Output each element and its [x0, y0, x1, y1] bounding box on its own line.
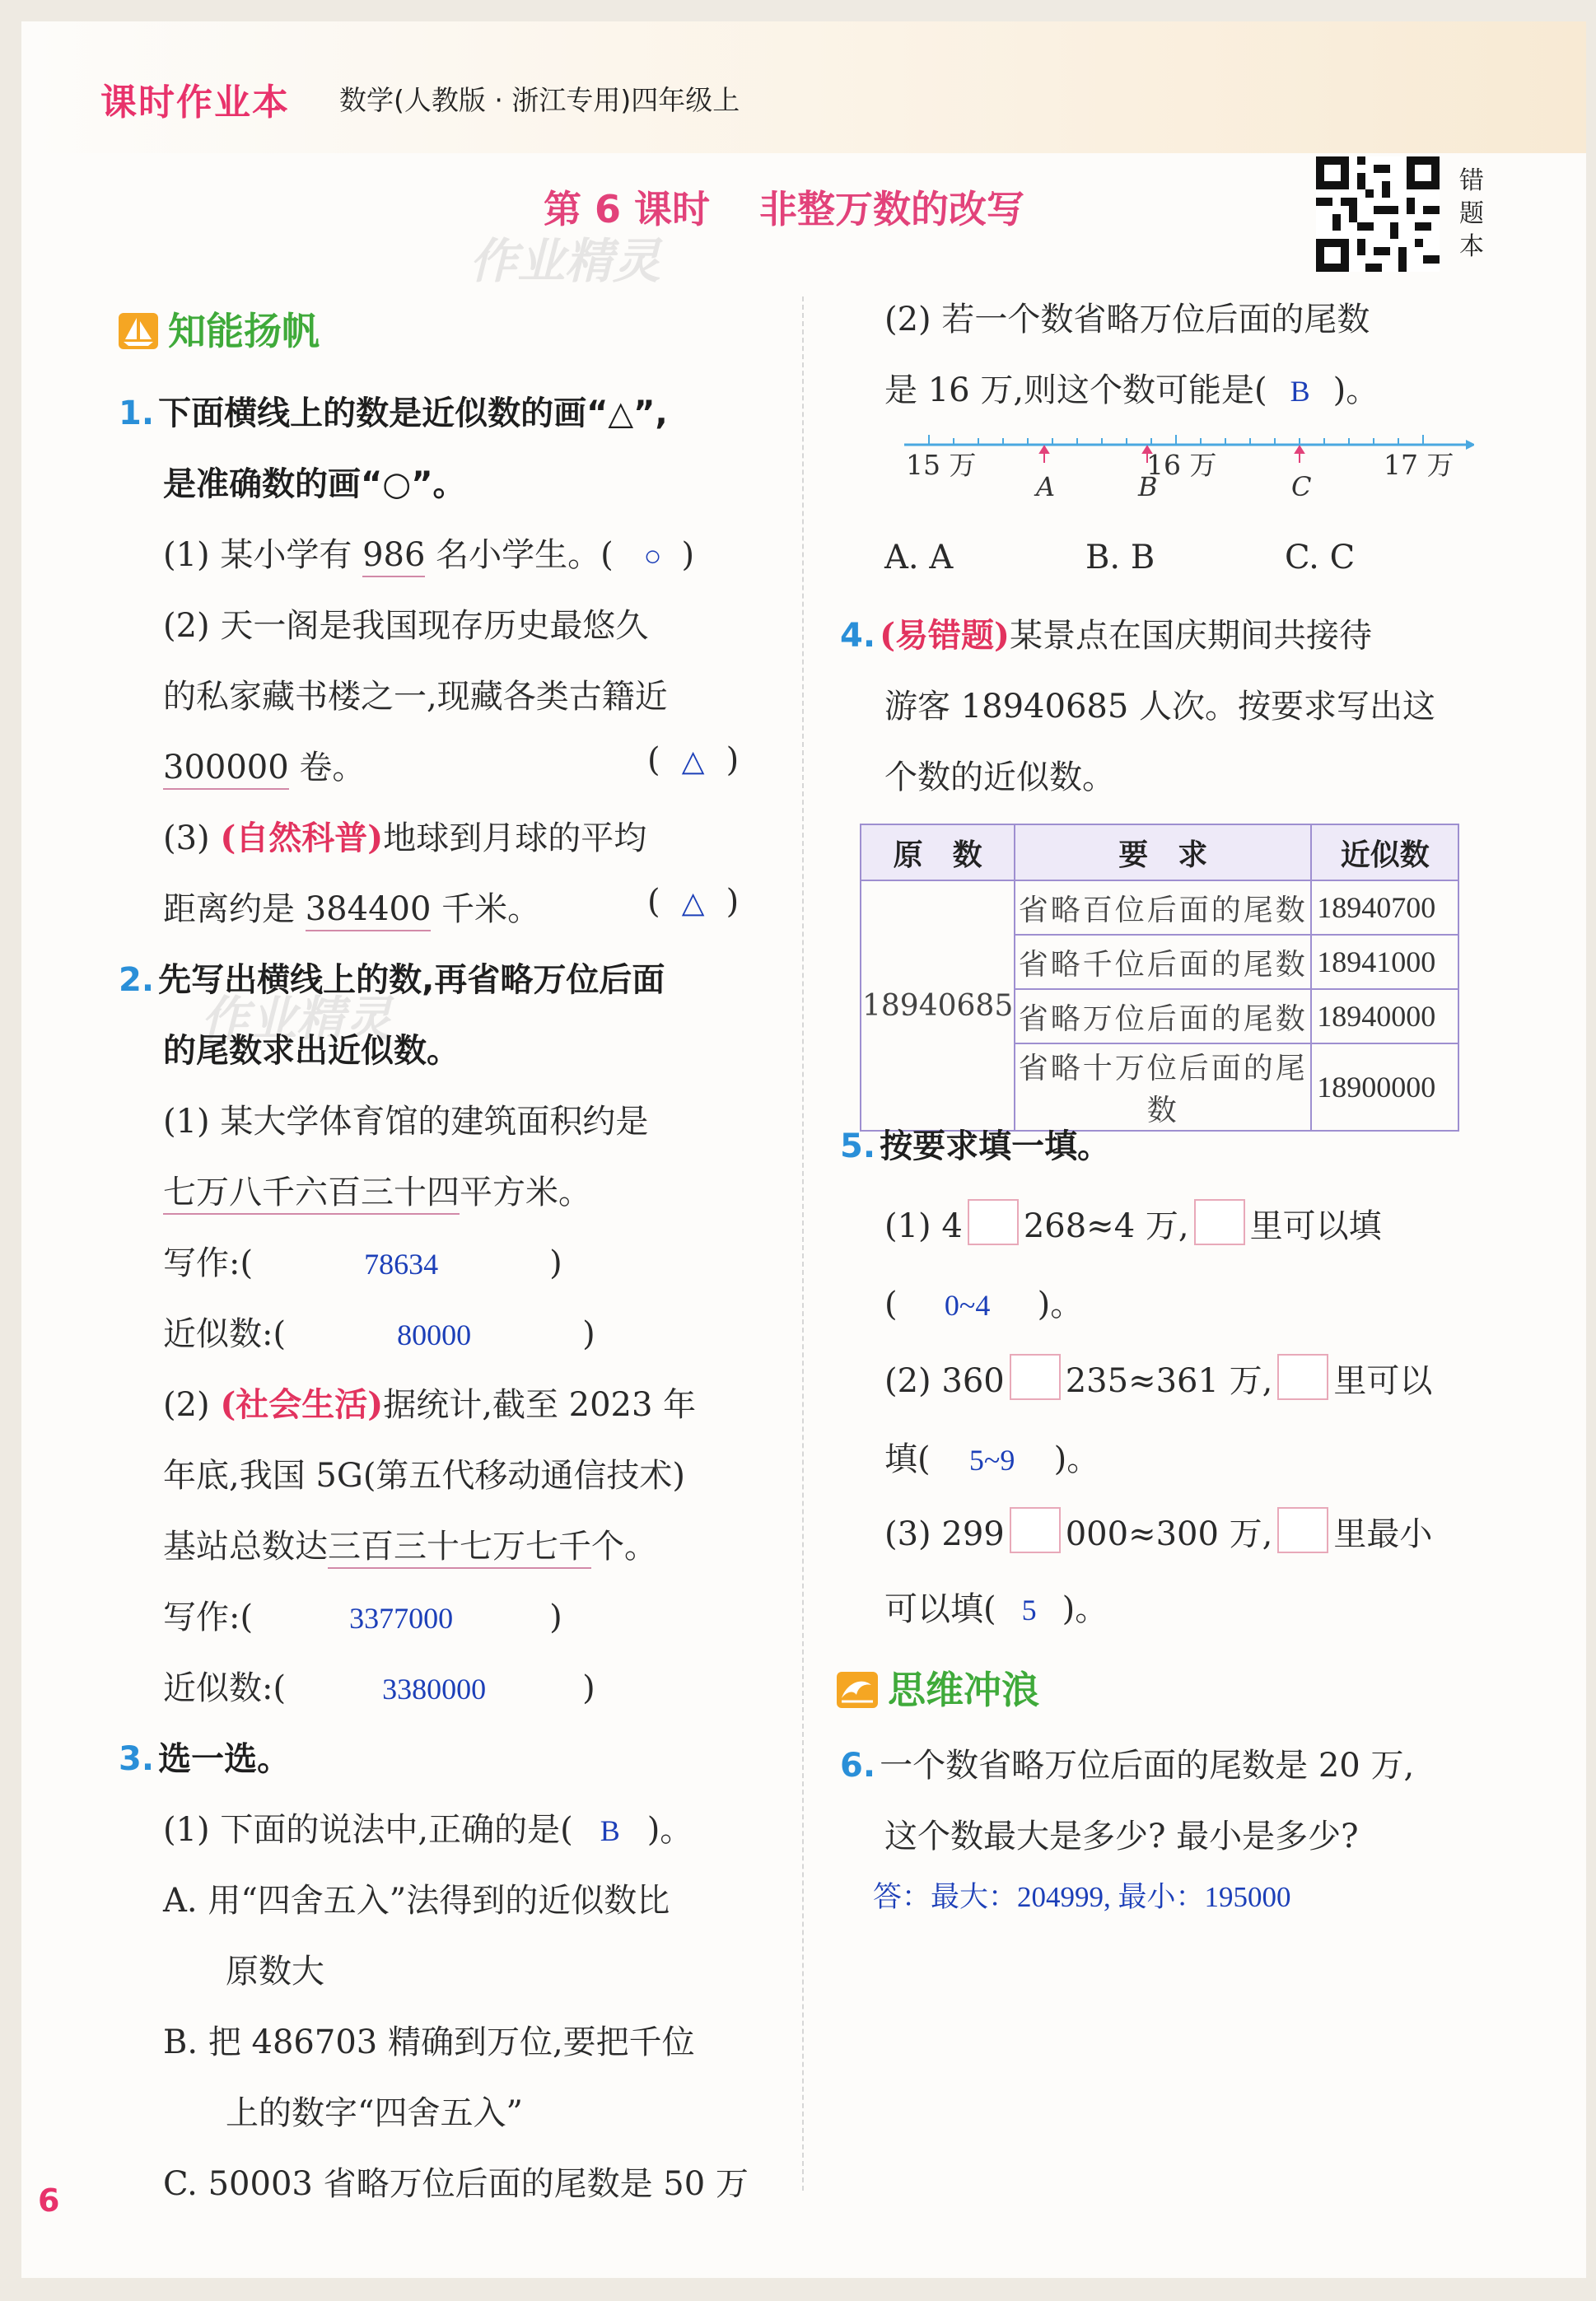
qr-code-icon[interactable]: [1316, 156, 1440, 272]
answer-field[interactable]: △: [681, 744, 705, 777]
q2-part1-line1: (1) 某大学体育馆的建筑面积约是: [163, 1103, 649, 1141]
q6-answer[interactable]: 答：最大：204999, 最小：195000: [873, 1881, 1291, 1913]
question-text: 某景点在国庆期间共接待: [1009, 617, 1372, 655]
q3-part2-line1: (2) 若一个数省略万位后面的尾数: [884, 301, 1370, 338]
text: 里最小: [1333, 1515, 1433, 1553]
requirement-cell: 省略万位后面的尾数: [1015, 989, 1311, 1043]
arrow-icon: [1466, 440, 1474, 450]
watermark: 作业精灵: [201, 991, 393, 1047]
text: (1) 某小学有: [163, 536, 363, 574]
text: 是 16 万,则这个数可能是(: [884, 371, 1267, 409]
text: 千米。: [431, 890, 541, 928]
q3-option-c: C. 50003 省略万位后面的尾数是 50 万: [163, 2165, 749, 2203]
q4-stem-line1: [840, 609, 1372, 656]
answer-field[interactable]: 18941000: [1311, 935, 1458, 989]
text: (3): [163, 819, 221, 857]
text: )。: [1053, 1440, 1100, 1478]
q1-part1: [163, 529, 694, 576]
question-number: 6.: [840, 1747, 876, 1785]
text: 据统计,截至 2023 年: [383, 1386, 697, 1424]
answer-field[interactable]: 80000: [397, 1319, 472, 1351]
header-approx: 近似数: [1311, 824, 1458, 880]
q5-part1-line1: [884, 1199, 1382, 1247]
underlined-number: 384400: [306, 890, 432, 931]
section-heading-2: [837, 1660, 1039, 1715]
sail-icon: [119, 313, 158, 349]
text: 地球到月球的平均: [383, 819, 647, 857]
text: (3) 299: [884, 1515, 1005, 1553]
text: 000≈300 万,: [1065, 1515, 1273, 1553]
qr-label: 错题本: [1459, 166, 1484, 261]
question-text: 先写出横线上的数,再省略万位后面: [158, 961, 665, 999]
text: 距离约是: [163, 890, 306, 928]
section-title: 思维冲浪: [888, 1668, 1039, 1712]
text: 名小学生。(: [425, 536, 614, 574]
text: )。: [1062, 1590, 1108, 1628]
worksheet-page: [21, 21, 1586, 2278]
q5-part3-line1: [884, 1507, 1432, 1555]
q3-part2-option-a[interactable]: A. A: [884, 539, 954, 576]
answer-field[interactable]: 3377000: [349, 1602, 454, 1635]
q3-stem: [119, 1733, 290, 1780]
table-header-row: [861, 824, 1458, 880]
text: 268≈4 万,: [1023, 1207, 1189, 1245]
text: 填(: [884, 1440, 931, 1478]
answer-field[interactable]: 78634: [364, 1248, 439, 1281]
text: ): [726, 741, 740, 779]
answer-field[interactable]: △: [681, 886, 705, 919]
topic-tag: (自然科普): [220, 819, 384, 857]
lesson-title: 非整万数的改写: [759, 187, 1025, 231]
section-title: 知能扬帆: [168, 309, 320, 353]
question-number: 4.: [840, 617, 876, 655]
q1-part3-line2: [163, 883, 540, 930]
text: ): [549, 1244, 562, 1282]
q1-part2-line1: (2) 天一阁是我国现存历史最悠久: [163, 607, 649, 645]
blank-box[interactable]: [1010, 1354, 1061, 1400]
q3-part2-line2: [884, 364, 1379, 411]
q2-stem-line1: [119, 954, 665, 1001]
q5-part1-line2: [884, 1278, 1083, 1325]
text: 235≈361 万,: [1065, 1362, 1273, 1400]
header-original: 原 数: [861, 824, 1015, 880]
question-number: 3.: [119, 1740, 155, 1778]
table-row: [861, 880, 1458, 935]
watermark: 作业精灵: [469, 233, 661, 289]
wave-icon: [837, 1672, 878, 1708]
text: 基站总数达: [163, 1528, 328, 1566]
underlined-number: 986: [362, 536, 425, 577]
q2-part1-line2: [163, 1166, 591, 1213]
point-label-a: A: [1036, 471, 1056, 502]
answer-field[interactable]: 18900000: [1311, 1043, 1458, 1131]
text: )。: [646, 1811, 693, 1849]
text: (1) 4: [884, 1207, 963, 1245]
text: (2) 360: [884, 1362, 1005, 1400]
text: 可以填(: [884, 1590, 996, 1628]
answer-field[interactable]: B: [1290, 375, 1310, 408]
q3-option-b-line2: 上的数字“四舍五入”: [226, 2094, 523, 2132]
answer-field[interactable]: 5~9: [968, 1444, 1015, 1477]
text: ): [549, 1599, 562, 1636]
topic-tag: (易错题): [880, 616, 1010, 655]
q2-part2-write: [163, 1591, 562, 1638]
q5-part2-line1: [884, 1354, 1432, 1402]
q2-part1-write: [163, 1237, 562, 1284]
question-number: 5.: [840, 1127, 876, 1165]
text: ): [681, 536, 695, 574]
answer-field[interactable]: 0~4: [944, 1289, 991, 1322]
text: ): [582, 1315, 595, 1353]
q1-stem-line1: [119, 387, 668, 434]
answer-field[interactable]: 5: [1021, 1594, 1037, 1627]
q3-option-a-line2: 原数大: [226, 1953, 324, 1991]
approximation-table: [860, 824, 1459, 1132]
text: 里可以填: [1249, 1207, 1382, 1245]
text: (: [647, 883, 660, 921]
lesson-number: 第 6 课时: [544, 187, 711, 231]
answer-field[interactable]: B: [600, 1814, 620, 1847]
text: )。: [1037, 1286, 1084, 1323]
section-heading-1: [119, 301, 320, 356]
text: 个。: [591, 1528, 657, 1566]
requirement-cell: 省略十万位后面的尾数: [1015, 1043, 1311, 1131]
point-label-b: B: [1138, 471, 1158, 502]
blank-box[interactable]: [1194, 1199, 1245, 1245]
q1-part2-answer: [647, 741, 739, 779]
underlined-words: 三百三十七万七千: [328, 1528, 591, 1569]
text: (1) 下面的说法中,正确的是(: [163, 1811, 573, 1849]
point-label-c: C: [1291, 471, 1312, 502]
tick-label-16: 16 万: [1146, 449, 1217, 481]
original-number: 18940685: [861, 880, 1015, 1131]
book-subtitle: 数学(人教版 · 浙江专用)四年级上: [339, 84, 740, 116]
answer-field[interactable]: 18940700: [1311, 880, 1458, 935]
q4-stem-line3: 个数的近似数。: [884, 758, 1115, 796]
question-number: 1.: [119, 394, 155, 432]
q2-part1-approx: [163, 1308, 595, 1355]
text: 写作:(: [163, 1244, 254, 1282]
answer-field[interactable]: 18940000: [1311, 989, 1458, 1043]
q3-part2-option-c[interactable]: C. C: [1285, 539, 1356, 576]
text: ): [726, 883, 740, 921]
text: 平方米。: [460, 1174, 591, 1211]
brand-title: 课时作业本: [100, 82, 290, 124]
q4-stem-line2: 游客 18940685 人次。按要求写出这: [884, 688, 1436, 726]
text: )。: [1332, 371, 1379, 409]
topic-tag: (社会生活): [220, 1385, 384, 1424]
underlined-number: 300000: [163, 749, 289, 790]
text: (: [647, 741, 660, 779]
answer-field[interactable]: 3380000: [382, 1673, 487, 1706]
text: 近似数:(: [163, 1669, 287, 1707]
answer-field[interactable]: ○: [643, 539, 662, 572]
q1-stem-line2: 是准确数的画“○”。: [163, 465, 466, 503]
tick-label-17: 17 万: [1384, 449, 1454, 481]
ticks: [929, 435, 1423, 445]
q2-stem-line2: 的尾数求出近似数。: [163, 1032, 460, 1070]
q3-part2-option-b[interactable]: B. B: [1085, 539, 1155, 576]
blank-box[interactable]: [1277, 1354, 1328, 1400]
blank-box[interactable]: [1010, 1507, 1061, 1553]
q1-part2-line2: 的私家藏书楼之一,现藏各类古籍近: [163, 678, 668, 716]
blank-box[interactable]: [1277, 1507, 1328, 1553]
q1-part2-line3: [163, 741, 365, 788]
text: (: [884, 1286, 898, 1323]
header-requirement: 要 求: [1015, 824, 1311, 880]
text: 写作:(: [163, 1599, 254, 1636]
text: 近似数:(: [163, 1315, 287, 1353]
q6-stem-line1: [840, 1739, 1414, 1786]
q3-option-a-line1: A. 用“四舍五入”法得到的近似数比: [163, 1882, 670, 1920]
question-text: 下面横线上的数是近似数的画“△”,: [158, 394, 668, 432]
q1-part3-answer: [647, 883, 739, 921]
underlined-words: 七万八千六百三十四: [163, 1174, 460, 1215]
question-number: 2.: [119, 961, 155, 999]
q2-part2-line2: 年底,我国 5G(第五代移动通信技术): [163, 1457, 686, 1495]
text: ): [582, 1669, 595, 1707]
blank-box[interactable]: [968, 1199, 1019, 1245]
page-number: 6: [38, 2182, 60, 2219]
requirement-cell: 省略千位后面的尾数: [1015, 935, 1311, 989]
text: (2): [163, 1386, 221, 1424]
q3-part1: [163, 1804, 693, 1851]
question-text: 按要求填一填。: [880, 1127, 1111, 1165]
text: 卷。: [288, 749, 366, 786]
question-text: 一个数省略万位后面的尾数是 20 万,: [880, 1747, 1415, 1785]
tick-label-15: 15 万: [906, 449, 977, 481]
q1-part3-line1: [163, 812, 646, 859]
q5-stem: [840, 1120, 1110, 1167]
question-text: 选一选。: [158, 1740, 291, 1778]
number-line: [898, 428, 1474, 519]
column-divider: [802, 296, 804, 2191]
text: 里可以: [1333, 1362, 1433, 1400]
q2-part2-approx: [163, 1662, 595, 1709]
requirement-cell: 省略百位后面的尾数: [1015, 880, 1311, 935]
q2-part2-line3: [163, 1520, 657, 1567]
q5-part3-line2: [884, 1583, 1108, 1630]
q2-part2-line1: [163, 1379, 696, 1426]
q6-stem-line2: 这个数最大是多少? 最小是多少?: [884, 1818, 1359, 1855]
q3-option-b-line1: B. 把 486703 精确到万位,要把千位: [163, 2023, 695, 2061]
q5-part2-line2: [884, 1433, 1099, 1480]
